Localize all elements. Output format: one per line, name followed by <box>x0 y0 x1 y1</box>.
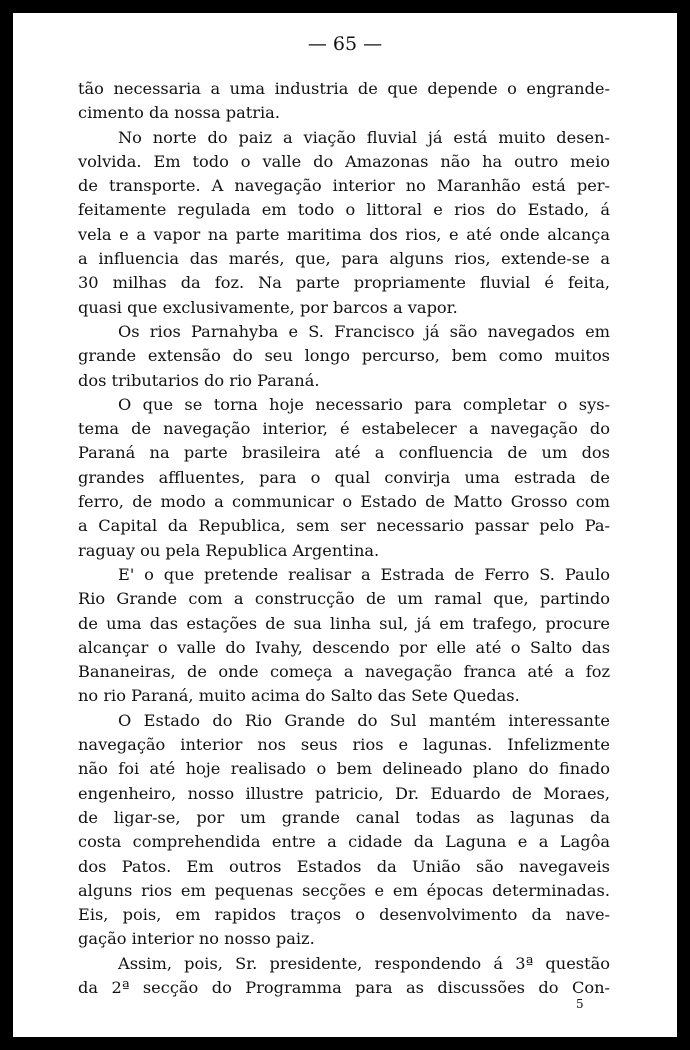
paragraph <box>78 77 610 126</box>
paragraph <box>78 126 610 320</box>
text-line: cimento da nossa patria. <box>78 103 280 123</box>
text-line: O Estado do Rio Grande do Sul mantém interessante <box>118 710 610 730</box>
text-line: tema de navegação interior, é estabelecer a navegação do <box>78 419 610 439</box>
text-line: Os rios Parnahyba e S. Francisco já são navegados em <box>118 321 610 341</box>
text-line: da 2ª secção do Programma para as discussões do Con- <box>78 977 610 997</box>
text-line: navegação interior nos seus rios e lagunas. Infelizmente <box>78 735 610 755</box>
body-text <box>78 77 610 1000</box>
text-line: vela e a vapor na parte maritima dos rios, e até onde alcança <box>78 224 610 244</box>
text-line: quasi que exclusivamente, por barcos a vapor. <box>78 297 458 317</box>
text-line: de uma das estações de sua linha sul, já em trafego, procure <box>78 613 610 633</box>
text-line: no rio Paraná, muito acima do Salto das Sete Quedas. <box>78 686 520 706</box>
text-line: feitamente regulada em todo o littoral e rios do Estado, á <box>78 200 610 220</box>
text-line: dos tributarios do rio Paraná. <box>78 370 320 390</box>
text-line: grandes affluentes, para o qual convirja uma estrada de <box>78 467 610 487</box>
text-line: Rio Grande com a construcção de um ramal que, partindo <box>78 589 610 609</box>
text-line: alguns rios em pequenas secções e em épocas determinadas. <box>78 880 610 900</box>
text-line: volvida. Em todo o valle do Amazonas não ha outro meio <box>78 151 610 171</box>
text-line: 30 milhas da foz. Na parte propriamente fluvial é feita, <box>78 273 610 293</box>
paragraph <box>78 563 610 709</box>
text-line: de ligar-se, por um grande canal todas as lagunas da <box>78 807 610 827</box>
text-line: costa comprehendida entre a cidade da Laguna e a Lagôa <box>78 832 610 852</box>
signature-mark: 5 <box>576 997 584 1011</box>
paragraph <box>78 709 610 952</box>
text-line: a Capital da Republica, sem ser necessario passar pelo Pa- <box>78 516 610 536</box>
text-line: a influencia das marés, que, para alguns rios, extende-se a <box>78 249 610 269</box>
text-line: engenheiro, nosso illustre patricio, Dr. Eduardo de Moraes, <box>78 783 610 803</box>
text-line: raguay ou pela Republica Argentina. <box>78 540 380 560</box>
text-line: Eis, pois, em rapidos traços o desenvolvimento da nave- <box>78 905 610 925</box>
text-line: Paraná na parte brasileira até a confluencia de um dos <box>78 443 610 463</box>
paragraph <box>78 952 610 1001</box>
text-line: não foi até hoje realisado o bem delineado plano do finado <box>78 759 610 779</box>
text-line: O que se torna hoje necessario para completar o sys- <box>118 394 610 414</box>
text-line: Assim, pois, Sr. presidente, respondendo á 3ª questão <box>118 953 610 973</box>
text-line: alcançar o valle do Ivahy, descendo por elle até o Salto das <box>78 637 610 657</box>
text-line: Bananeiras, de onde começa a navegação franca até a foz <box>78 662 610 682</box>
paragraph <box>78 393 610 563</box>
text-line: No norte do paiz a viação fluvial já está muito desen- <box>118 127 610 147</box>
text-line: ferro, de modo a communicar o Estado de Matto Grosso com <box>78 492 610 512</box>
text-line: gação interior no nosso paiz. <box>78 929 315 949</box>
book-page <box>13 13 677 1037</box>
text-line: dos Patos. Em outros Estados da União são navegaveis <box>78 856 610 876</box>
page-number: — 65 — <box>307 33 383 55</box>
text-line: grande extensão do seu longo percurso, bem como muitos <box>78 346 610 366</box>
text-line: tão necessaria a uma industria de que depende o engrande- <box>78 79 610 98</box>
text-line: de transporte. A navegação interior no Maranhão está per- <box>78 176 610 196</box>
paragraph <box>78 320 610 393</box>
text-line: E' o que pretende realisar a Estrada de Ferro S. Paulo <box>118 564 610 584</box>
